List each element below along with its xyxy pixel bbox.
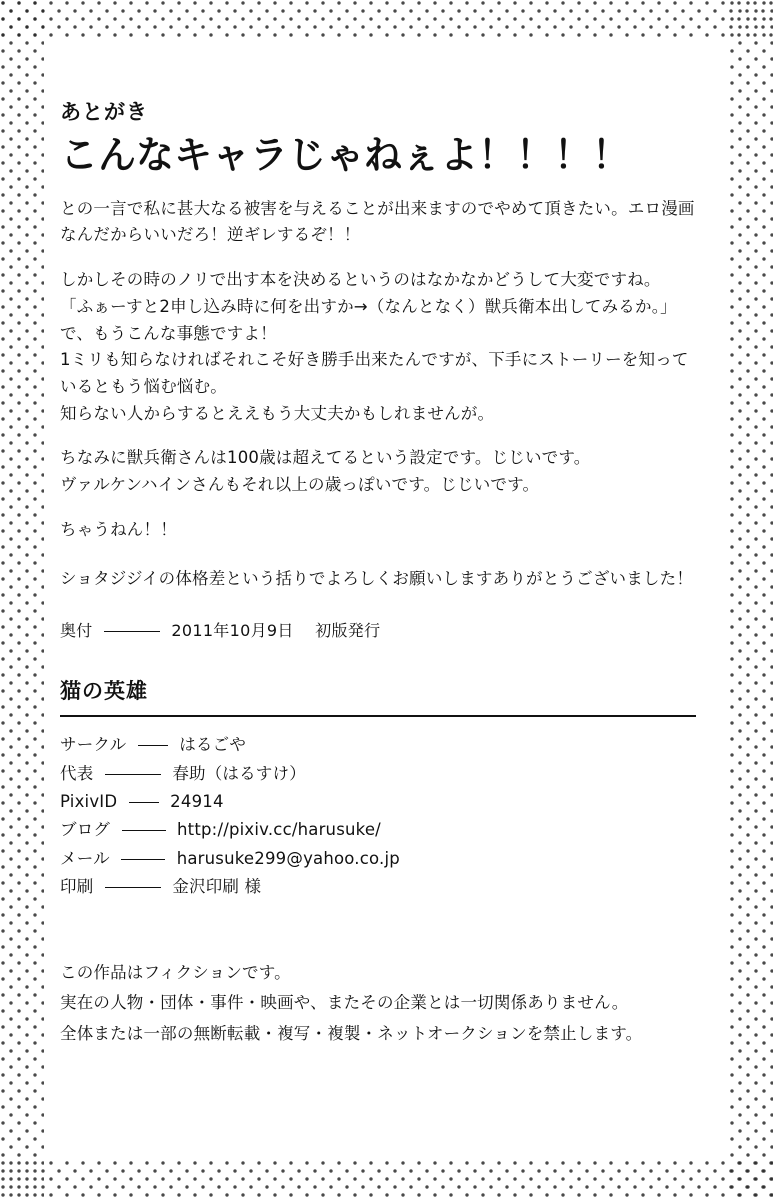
- afterword-label: あとがき: [60, 100, 148, 124]
- info-value: はるごや: [179, 735, 247, 755]
- list-item: [60, 845, 700, 873]
- afterword-paragraph-3: ちなみに獣兵衛さんは100歳は超えてるという設定です。じじいです。 ヴァルケンハインさんもそれ以上の歳っぽいです。じじいです。: [60, 448, 591, 495]
- info-key: サークル: [60, 735, 127, 755]
- afterword-paragraph-5: ショタジジイの体格差という括りでよろしくお願いしますありがとうございました！: [60, 568, 694, 588]
- imprint-label: 奥付: [60, 621, 93, 641]
- list-item: [60, 873, 700, 901]
- afterword-paragraph-1: との一言で私に甚大なる被害を与えることが出来ますのでやめて頂きたい。エロ漫画なんだからいいだろ！逆ギレするぞ！！: [60, 198, 695, 245]
- info-key: メール: [60, 848, 110, 868]
- notice-line-1: この作品はフィクションです。: [60, 962, 291, 982]
- colophon-title-block: [60, 675, 700, 901]
- afterword-paragraph-2: しかしその時のノリで出す本を決めるというのはなかなかどうして大変ですね。 「ふぁーすと2申し込み時に何を出すか→（なんとなく）獣兵衛本出してみるか。」で、もうこんな事態ですよ！ 1ミリも知らなければそれこそ好き勝手出来たんですが、下手にストーリーを知っているともう悩む悩む。 知らない人からするとええもう大丈夫かもしれませんが。: [60, 270, 689, 423]
- info-key: PixivID: [60, 792, 118, 812]
- imprint-date: 2011年10月9日: [171, 621, 294, 641]
- rule-icon: [122, 830, 166, 831]
- afterword-paragraph-4: ちゃうねん！！: [60, 519, 177, 539]
- list-item: [60, 788, 700, 816]
- rule-icon: [138, 745, 168, 746]
- work-title: 猫の英雄: [60, 679, 148, 704]
- list-item: [60, 816, 700, 844]
- info-value[interactable]: harusuke299@yahoo.co.jp: [176, 848, 400, 868]
- info-value[interactable]: http://pixiv.cc/harusuke/: [177, 820, 381, 840]
- colophon-info-list: [60, 731, 700, 901]
- rule-icon: [105, 887, 161, 888]
- rule-icon: [129, 802, 159, 803]
- imprint-line: [60, 618, 700, 641]
- rule-icon: [121, 859, 165, 860]
- halftone-border-top: [0, 0, 773, 40]
- info-key: 代表: [60, 763, 94, 783]
- notice-line-2: 実在の人物・団体・事件・映画や、またその企業とは一切関係ありません。: [60, 993, 629, 1013]
- halftone-border-bottom: [0, 1160, 773, 1200]
- imprint-edition: 初版発行: [315, 621, 381, 641]
- info-value: 金沢印刷 様: [172, 877, 262, 897]
- halftone-border-left: [0, 0, 44, 1200]
- info-key: 印刷: [60, 877, 94, 897]
- list-item: [60, 760, 700, 788]
- list-item: [60, 731, 700, 759]
- rule-icon: [105, 774, 161, 775]
- rule-icon: [104, 631, 160, 632]
- legal-notice: [60, 960, 700, 1048]
- notice-line-3: 全体または一部の無断転載・複写・複製・ネットオークションを禁止します。: [60, 1024, 643, 1043]
- info-key: ブログ: [60, 820, 111, 840]
- info-value: 春助（はるすけ）: [172, 763, 306, 783]
- info-value: 24914: [170, 792, 224, 812]
- halftone-border-right: [729, 0, 773, 1200]
- divider: [60, 715, 696, 717]
- page-title: こんなキャラじゃねぇよ！！！！: [60, 133, 631, 177]
- page-content: [60, 96, 700, 1052]
